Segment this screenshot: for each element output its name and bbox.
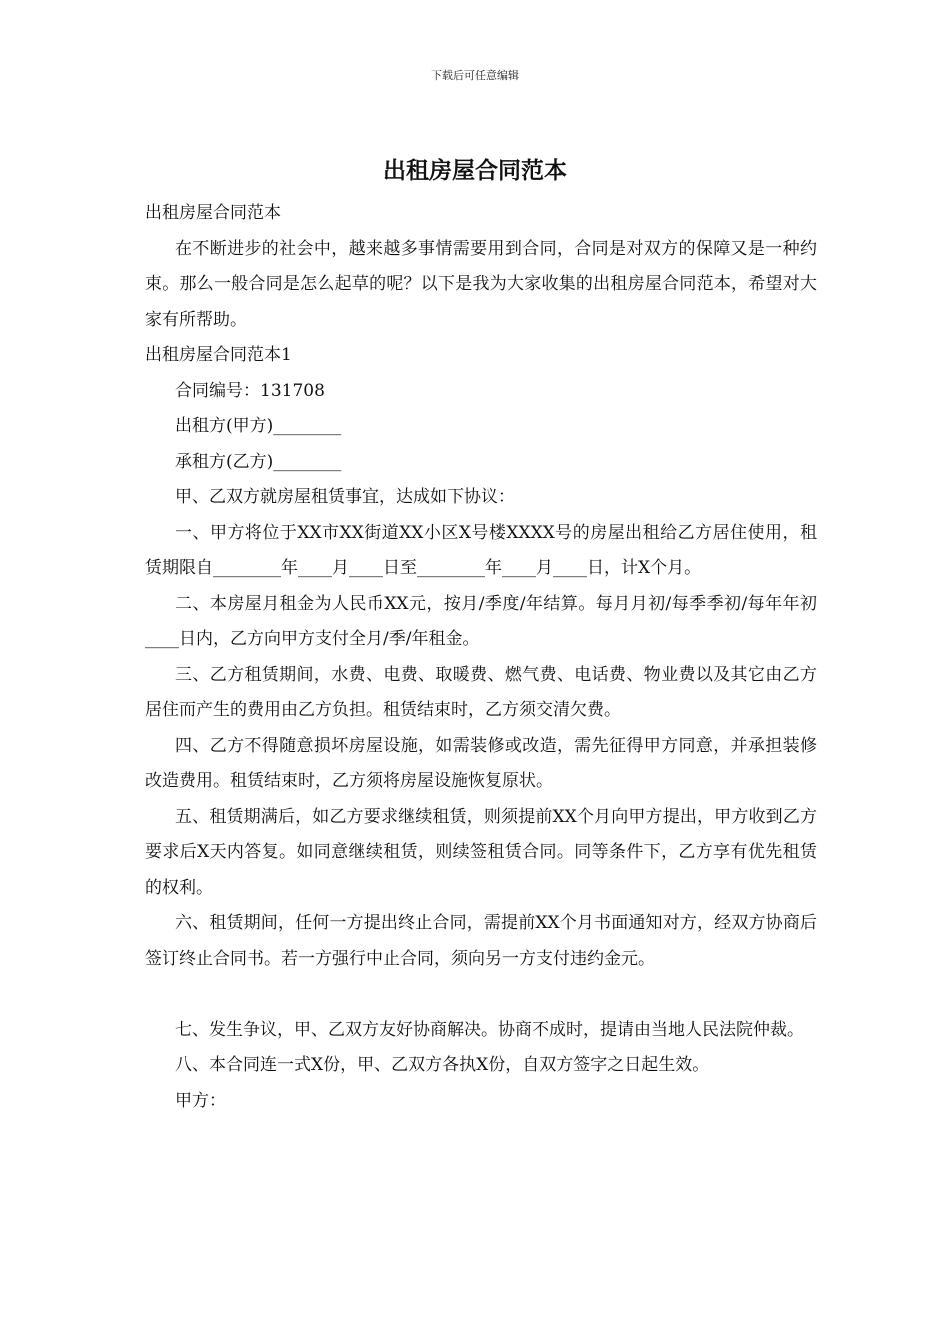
header-note: 下载后可任意编辑 bbox=[431, 69, 519, 82]
document-body bbox=[145, 196, 817, 1119]
clause-4: 四、乙方不得随意损坏房屋设施，如需装修或改造，需先征得甲方同意，并承担装修改造费用。租赁结束时，乙方须将房屋设施恢复原状。 bbox=[145, 735, 817, 791]
party-a-signature: 甲方： bbox=[175, 1090, 226, 1111]
intro-paragraph: 在不断进步的社会中，越来越多事情需要用到合同，合同是对双方的保障又是一种约束。那么一般合同是怎么起草的呢？以下是我为大家收集的出租房屋合同范本，希望对大家有所帮助。 bbox=[145, 238, 817, 330]
document-subtitle: 出租房屋合同范本 bbox=[145, 203, 281, 223]
document-title: 出租房屋合同范本 bbox=[383, 158, 567, 184]
lessee-line: 承租方(乙方)________ bbox=[175, 451, 342, 472]
clause-7: 七、发生争议，甲、乙双方友好协商解决。协商不成时，提请由当地人民法院仲裁。 bbox=[175, 1019, 804, 1040]
clause-5: 五、租赁期满后，如乙方要求继续租赁，则须提前XX个月向甲方提出，甲方收到乙方要求后X天内答复。如同意继续租赁，则续签租赁合同。同等条件下，乙方享有优先租赁的权利。 bbox=[145, 806, 817, 898]
contract-number: 合同编号：131708 bbox=[175, 380, 325, 401]
clause-8: 八、本合同连一式X份，甲、乙双方各执X份，自双方签字之日起生效。 bbox=[175, 1055, 710, 1075]
lessor-line: 出租方(甲方)________ bbox=[175, 416, 342, 436]
clause-2: 二、本房屋月租金为人民币XX元，按月/季度/年结算。每月月初/每季季初/每年年初____日内，乙方向甲方支付全月/季/年租金。 bbox=[145, 593, 817, 649]
section-heading: 出租房屋合同范本1 bbox=[145, 345, 292, 365]
clause-6: 六、租赁期间，任何一方提出终止合同，需提前XX个月书面通知对方，经双方协商后签订终止合同书。若一方强行中止合同，须向另一方支付违约金元。 bbox=[145, 913, 817, 969]
clause-1: 一、甲方将位于XX市XX街道XX小区X号楼XXXX号的房屋出租给乙方居住使用，租赁期限自________年____月____日至________年____月____日，计X个月。 bbox=[145, 522, 817, 578]
agreement-line: 甲、乙双方就房屋租赁事宜，达成如下协议： bbox=[175, 487, 515, 507]
paragraph-gap bbox=[145, 977, 817, 1013]
clause-3: 三、乙方租赁期间，水费、电费、取暖费、燃气费、电话费、物业费以及其它由乙方居住而产生的费用由乙方负担。租赁结束时，乙方须交清欠费。 bbox=[145, 664, 817, 720]
